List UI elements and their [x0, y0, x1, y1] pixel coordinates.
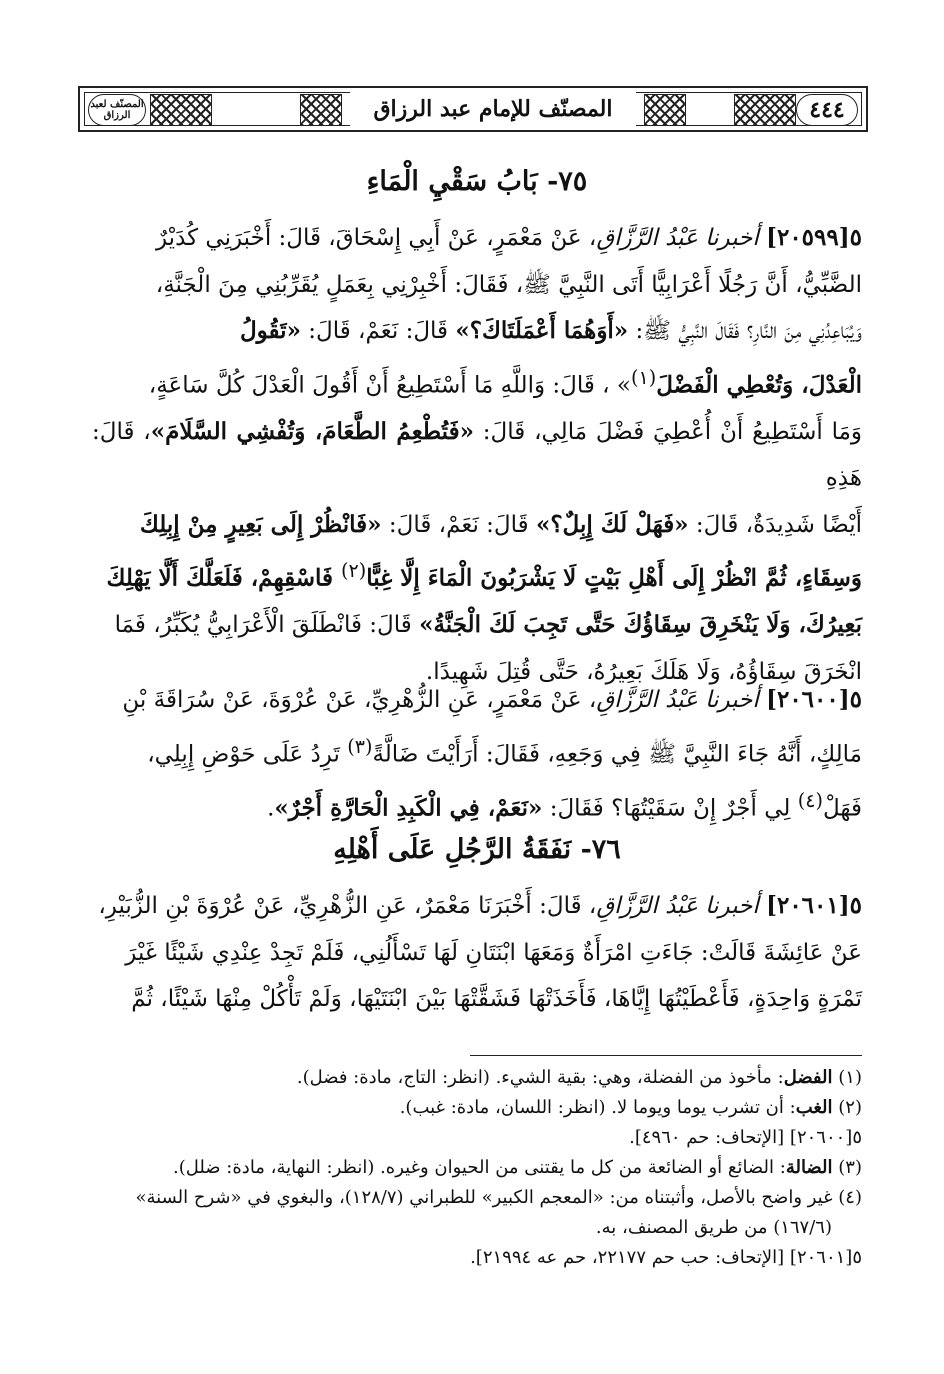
footnote-2: (٢) الغب: أن تشرب يوما ويوما لا. (انظر: اللسان، مادة: غبب). [399, 1097, 862, 1118]
footnotes [92, 1063, 862, 1273]
footnote-3: (٣) الضالة: الضائع أو الضائعة من كل ما يقتنى من الحيوان وغيره. (انظر: النهاية، مادة: ضلل). [172, 1157, 862, 1178]
hadith-number: ٥[٢٠٦٠١] [766, 892, 862, 919]
section-heading-76: ٧٦- نَفَقَةُ الرَّجُلِ عَلَى أَهْلِهِ [333, 834, 621, 865]
footnote-ref-20601: ٥[٢٠٦٠١] [الإتحاف: حب حم ٢٢١٧٧، حم عه ٢١٩٩٤]. [470, 1247, 862, 1268]
header-ornament [734, 94, 796, 126]
footnote-4: (٤) غير واضح بالأصل، وأثبتناه من: «المعجم الكبير» للطبراني (١٢٨/٧)، والبغوي في «شرح السنة» [135, 1187, 862, 1208]
page-header [78, 86, 868, 132]
hadith-20600: ٥[٢٠٦٠٠] أخبرنا عَبْدُ الرَّزَّاقِ، عَنْ مَعْمَرٍ، عَنِ الزُّهْرِيِّ، عَنْ عُرْوَةَ، عَنْ سُرَاقَةَ بْنِ مَالِكٍ، أَنَّهُ جَاءَ النَّبِيَّ ﷺ فِي وَجَعِهِ، فَقَالَ: أَرَأَيْتَ ضَالَّةً$^{(٣)}$ تَرِدُ عَلَى حَوْضِ إِبِلِي، فَهَلْ$^{(٤)}$ لِي أَجْرٌ إِنْ سَقَيْتُهَا؟ فَقَالَ: «نَعَمْ، فِي الْكَبِدِ الْحَارَّةِ أَجْرٌ». [122, 686, 862, 822]
hadith-number: ٥[٢٠٥٩٩] [766, 224, 862, 251]
footnote-ref-20600: ٥[٢٠٦٠٠] [الإتحاف: حم ٤٩٦٠]. [629, 1127, 862, 1148]
footnote-ref: (١) [630, 365, 657, 389]
footnote-divider [470, 1055, 862, 1056]
hadith-20601: ٥[٢٠٦٠١] أخبرنا عَبْدُ الرَّزَّاقِ، قَالَ: أَخْبَرَنَا مَعْمَرٌ، عَنِ الزُّهْرِيِّ، عَنْ عُرْوَةَ بْنِ الزُّبَيْرِ، عَنْ عَائِشَةَ قَالَتْ: جَاءَتِ امْرَأَةٌ وَمَعَهَا ابْنَتَانِ لَهَا تَسْأَلُنِي، فَلَمْ تَجِدْ عِنْدِي شَيْئًا غَيْرَ تَمْرَةٍ وَاحِدَةٍ، فَأَعْطَيْتُهَا إِيَّاهَا، فَأَخَذَتْهَا فَشَقَّتْهَا بَيْنَ ابْنَتَيْهَا، وَلَمْ تَأْكُلْ مِنْهَا شَيْئًا، ثُمَّ [98, 892, 862, 1012]
footnote-ref: (٣) [347, 734, 373, 758]
footnote-ref: (٢) [341, 559, 367, 583]
hadith-number: ٥[٢٠٦٠٠] [766, 686, 862, 713]
section-heading-75: ٧٥- بَابُ سَقْيِ الْمَاءِ [366, 166, 588, 197]
footnote-ref: (٤) [797, 788, 823, 812]
page-number: ٤٤٤ [796, 94, 858, 126]
header-ornament [644, 94, 686, 126]
hadith-20599: ٥[٢٠٥٩٩] أخبرنا عَبْدُ الرَّزَّاقِ، عَنْ مَعْمَرٍ، عَنْ أَبِي إِسْحَاقَ، قَالَ: أَخْبَرَنِي كُدَيْرٌ الضَّبِّيُّ، أَنَّ رَجُلًا أَعْرَابِيًّا أَتَى النَّبِيَّ ﷺ، فَقَالَ: أَخْبِرْنِي بِعَمَلٍ يُقَرِّبُنِي مِنَ الْجَنَّةِ، وَيُبَاعِدُنِي مِنَ النَّارِ؟ فَقَالَ النَّبِيُّ ﷺ: «أَوَهُمَا أَعْمَلَتَاكَ؟» قَالَ: نَعَمْ، قَالَ: «تَقُولُ الْعَدْلَ، وَتُعْطِي الْفَضْلَ$^{(١)}$» ، قَالَ: وَاللَّهِ مَا أَسْتَطِيعُ أَنْ أَقُولَ الْعَدْلَ كُلَّ سَاعَةٍ، وَمَا أَسْتَطِيعُ أَنْ أُعْطِيَ فَضْلَ مَالِي، قَالَ: «فَتُطْعِمُ الطَّعَامَ، وَتُفْشِي السَّلَامَ»، قَالَ: هَذِهِ أَيْضًا شَدِيدَةٌ، قَالَ: «فَهَلْ لَكَ إِبِلٌ؟» قَالَ: نَعَمْ، قَالَ: «فَانْظُرْ إِلَى بَعِيرٍ مِنْ إِبِلِكَ وَسِقَاءٍ، ثُمَّ انْظُرْ إِلَى أَهْلِ بَيْتٍ لَا يَشْرَبُونَ الْمَاءَ إِلَّا غِبًّا$^{(٢)}$ فَاسْقِهِمْ، فَلَعَلَّكَ أَلَّا يَهْلِكَ بَعِيرُكَ، وَلَا يَنْخَرِقَ سِقَاؤُكَ حَتَّى تَجِبَ لَكَ الْجَنَّةُ» قَالَ: فَانْطَلَقَ الْأَعْرَابِيُّ يُكَبِّرُ، فَمَا انْخَرَقَ سِقَاؤُهُ، وَلَا هَلَكَ بَعِيرُهُ، حَتَّى قُتِلَ شَهِيدًا. [92, 224, 862, 685]
header-emblem: المصنّف لعبد الرزاق [88, 94, 146, 126]
footnote-1: (١) الفضل: مأخوذ من الفضلة، وهي: بقية الشيء. (انظر: التاج، مادة: فضل). [296, 1067, 862, 1088]
header-ornament [150, 94, 212, 126]
running-title: المصنّف للإمام عبد الرزاق [350, 92, 636, 126]
header-ornament [300, 94, 342, 126]
footnote-4-continued: (١٦٧/٦) من طريق المصنف، به. [595, 1217, 832, 1238]
